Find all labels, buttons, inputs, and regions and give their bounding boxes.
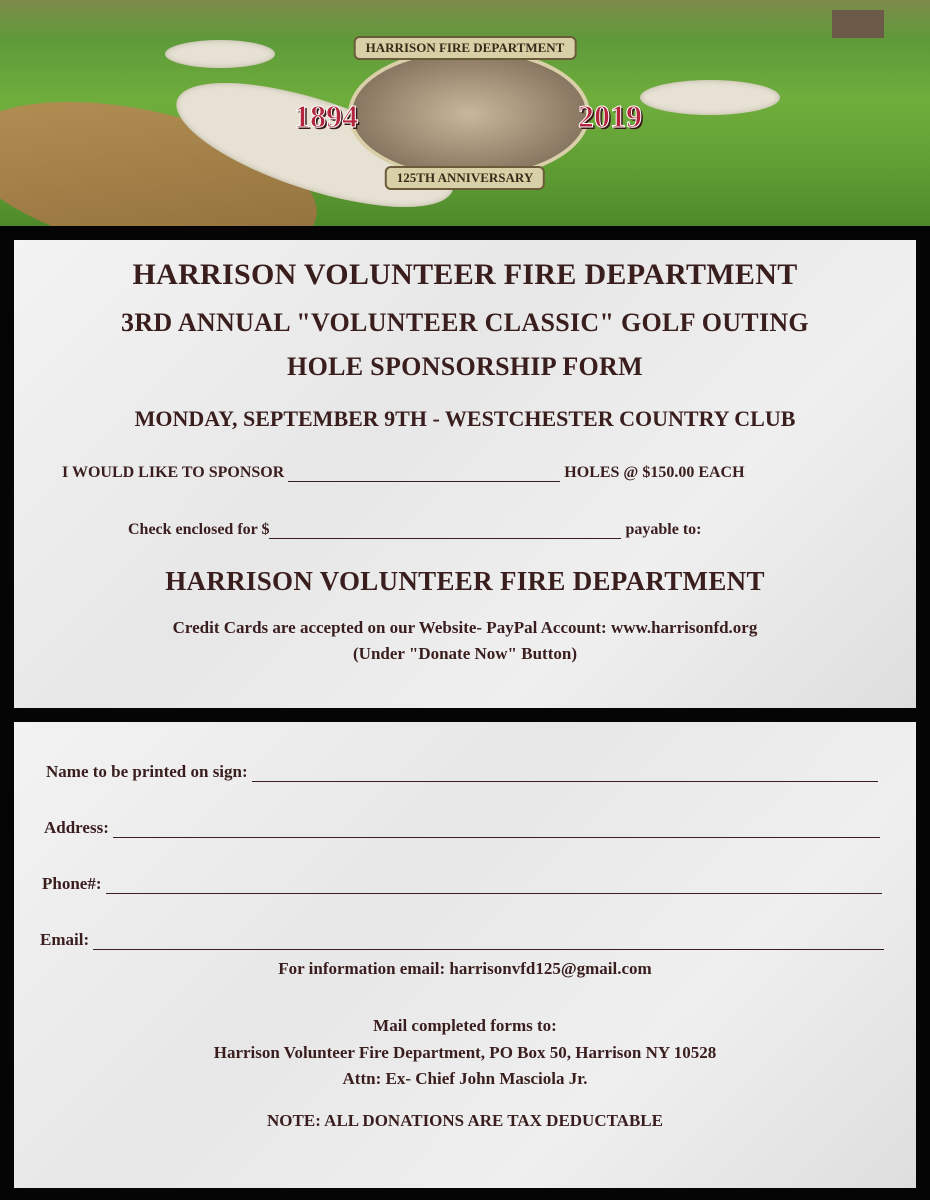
name-row [46,762,878,782]
holes-count-field[interactable] [288,467,560,482]
title-organization: HARRISON VOLUNTEER FIRE DEPARTMENT [132,258,798,291]
clubhouse-shelter [832,10,884,38]
phone-field[interactable] [106,879,883,894]
credit-card-info: Credit Cards are accepted on our Website- PayPal Account: www.harrisonfd.org [172,618,758,637]
mail-address: Harrison Volunteer Fire Department, PO Box 50, Harrison NY 10528 [213,1043,717,1062]
sand-bunker [165,40,275,68]
mail-heading: Mail completed forms to: [373,1016,557,1035]
sponsor-holes-row [62,464,745,482]
sponsor-details-panel [14,722,916,1188]
payee-name: HARRISON VOLUNTEER FIRE DEPARTMENT [165,566,765,596]
check-amount-field[interactable] [269,524,621,539]
logo-bottom-ribbon: 125TH ANNIVERSARY [385,166,545,190]
info-email: For information email: harrisonvfd125@gmail.com [278,959,652,978]
check-row [128,521,701,539]
name-label: Name to be printed on sign: [46,762,248,781]
email-row [40,930,884,950]
donate-button-info: (Under "Donate Now" Button) [353,644,577,663]
sponsorship-header-panel [14,240,916,708]
golf-course-banner [0,0,930,226]
name-field[interactable] [252,767,878,782]
check-prefix: Check enclosed for $ [128,521,270,538]
address-row [44,818,880,838]
check-suffix: payable to: [625,521,702,538]
logo-top-ribbon: HARRISON FIRE DEPARTMENT [354,36,577,60]
mail-attention: Attn: Ex- Chief John Masciola Jr. [342,1069,588,1088]
sponsor-suffix: HOLES @ $150.00 EACH [564,464,745,481]
sand-bunker [640,80,780,115]
event-date-location: MONDAY, SEPTEMBER 9TH - WESTCHESTER COUNTRY CLUB [134,406,796,431]
logo-year-start: 1894 [294,98,358,134]
title-event: 3RD ANNUAL "VOLUNTEER CLASSIC" GOLF OUTING [121,308,809,337]
title-form: HOLE SPONSORSHIP FORM [287,352,643,381]
phone-label: Phone#: [42,874,102,893]
email-label: Email: [40,930,90,949]
vintage-firefighters-photo [348,48,590,180]
address-label: Address: [44,818,109,837]
anniversary-logo [294,30,642,190]
phone-row [42,874,882,894]
sponsor-prefix: I WOULD LIKE TO SPONSOR [62,464,285,481]
logo-year-end: 2019 [578,98,642,134]
tax-note: NOTE: ALL DONATIONS ARE TAX DEDUCTABLE [267,1111,663,1130]
email-field[interactable] [93,935,884,950]
address-field[interactable] [113,823,880,838]
